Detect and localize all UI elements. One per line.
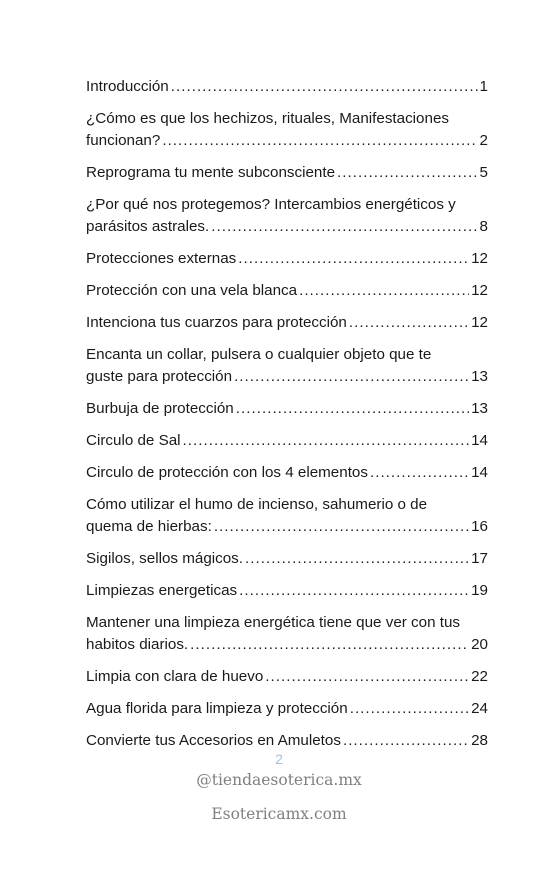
dot-leader [162, 130, 477, 152]
dot-leader [350, 698, 469, 720]
toc-entry[interactable] [86, 344, 488, 388]
dot-leader [239, 580, 469, 602]
dot-leader [214, 516, 469, 538]
toc-entry[interactable] [86, 312, 488, 334]
toc-entry[interactable] [86, 612, 488, 656]
toc-page-number: 5 [479, 164, 488, 181]
table-of-contents [86, 76, 488, 752]
toc-entry-title: parásitos astrales. [86, 218, 210, 235]
toc-entry-title: Protecciones externas [86, 250, 237, 267]
dot-leader [265, 666, 469, 688]
toc-page-number: 13 [471, 368, 488, 385]
toc-entry-title: Agua florida para limpieza y protección [86, 700, 348, 717]
dot-leader [190, 634, 469, 656]
toc-entry-title: Burbuja de protección [86, 400, 234, 417]
toc-entry-title: Reprograma tu mente subconsciente [86, 164, 336, 181]
toc-entry-title: funcionan? [86, 132, 161, 149]
dot-leader [370, 462, 469, 484]
toc-page-number: 22 [471, 668, 488, 685]
toc-page-number: 19 [471, 582, 488, 599]
toc-entry[interactable] [86, 462, 488, 484]
dot-leader [337, 162, 478, 184]
toc-entry-title: Intenciona tus cuarzos para protección [86, 314, 347, 331]
toc-entry-title-line: ¿Cómo es que los hechizos, rituales, Manifestaciones [86, 110, 449, 127]
toc-entry[interactable] [86, 430, 488, 452]
dot-leader [299, 280, 469, 302]
toc-entry-title: Limpiezas energeticas [86, 582, 238, 599]
toc-entry[interactable] [86, 162, 488, 184]
toc-entry-title: Sigilos, sellos mágicos. [86, 550, 243, 567]
toc-entry-title-line: Cómo utilizar el humo de incienso, sahumerio o de [86, 496, 428, 513]
dot-leader [211, 216, 477, 238]
toc-page-number: 14 [471, 464, 488, 481]
toc-entry[interactable] [86, 280, 488, 302]
toc-entry-title: Limpia con clara de huevo [86, 668, 264, 685]
toc-entry[interactable] [86, 108, 488, 152]
dot-leader [236, 398, 469, 420]
toc-entry[interactable] [86, 248, 488, 270]
toc-entry[interactable] [86, 76, 488, 98]
page-number: 2 [275, 751, 283, 767]
toc-page-number: 12 [471, 282, 488, 299]
toc-page-number: 17 [471, 550, 488, 567]
toc-page-number: 2 [479, 132, 488, 149]
dot-leader [234, 366, 469, 388]
toc-entry[interactable] [86, 548, 488, 570]
toc-entry[interactable] [86, 730, 488, 752]
toc-page-number: 13 [471, 400, 488, 417]
toc-page-number: 20 [471, 636, 488, 653]
toc-entry[interactable] [86, 494, 488, 538]
toc-entry[interactable] [86, 666, 488, 688]
toc-entry-title: habitos diarios. [86, 636, 189, 653]
toc-entry[interactable] [86, 698, 488, 720]
toc-page-number: 8 [479, 218, 488, 235]
toc-entry-title-line: Encanta un collar, pulsera o cualquier objeto que te [86, 346, 432, 363]
toc-page-number: 14 [471, 432, 488, 449]
toc-entry[interactable] [86, 398, 488, 420]
toc-entry[interactable] [86, 580, 488, 602]
website-url: Esotericamx.com [211, 805, 347, 823]
toc-page-number: 12 [471, 250, 488, 267]
toc-page-number: 16 [471, 518, 488, 535]
toc-page-number: 24 [471, 700, 488, 717]
dot-leader [343, 730, 469, 752]
toc-page-number: 1 [479, 78, 488, 95]
toc-entry-title: Circulo de Sal [86, 432, 181, 449]
toc-page-number: 12 [471, 314, 488, 331]
dot-leader [349, 312, 469, 334]
toc-entry-title: Protección con una vela blanca [86, 282, 298, 299]
toc-entry-title: Introducción [86, 78, 169, 95]
toc-entry-title: Circulo de protección con los 4 elementos [86, 464, 368, 481]
toc-entry[interactable] [86, 194, 488, 238]
toc-entry-title-line: ¿Por qué nos protegemos? Intercambios energéticos y [86, 196, 456, 213]
dot-leader [238, 248, 469, 270]
toc-entry-title: guste para protección [86, 368, 233, 385]
toc-entry-title-line: Mantener una limpieza energética tiene que ver con tus [86, 614, 461, 631]
toc-entry-title: Convierte tus Accesorios en Amuletos [86, 732, 341, 749]
toc-page-number: 28 [471, 732, 488, 749]
dot-leader [245, 548, 469, 570]
toc-entry-title: quema de hierbas: [86, 518, 212, 535]
dot-leader [183, 430, 470, 452]
social-handle: @tiendaesoterica.mx [196, 771, 362, 789]
dot-leader [171, 76, 478, 98]
